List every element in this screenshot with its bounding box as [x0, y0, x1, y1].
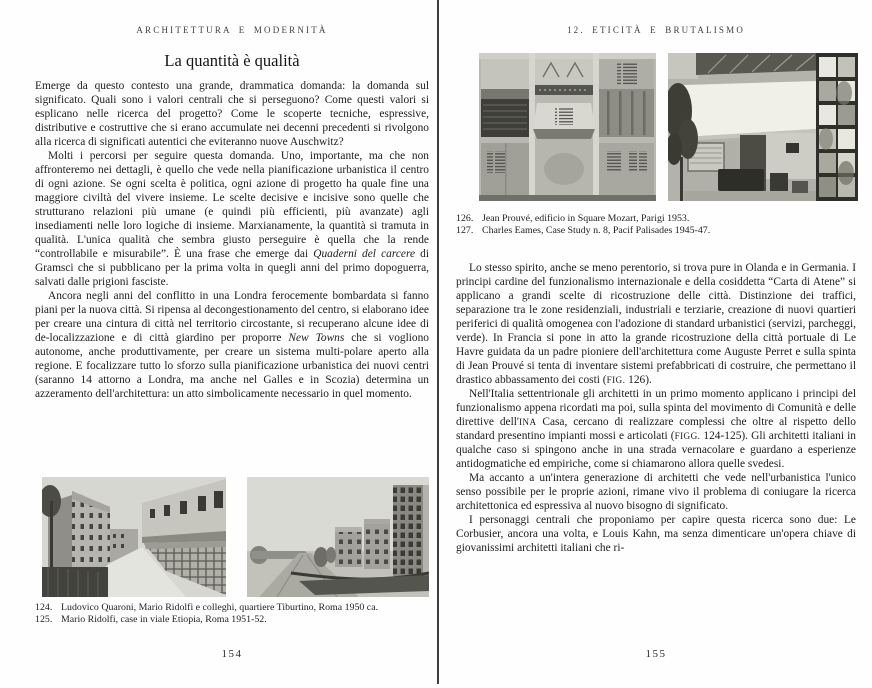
- text-run: Ma accanto a un'intera generazione di architetti che vede nell'urbanistica l'unico senso possibile per le proprie azioni, rimane vivo il problema di coniugare la ricerca architettonica ed espressiva al nuovo bisogno di significato.: [456, 472, 856, 512]
- running-header-right: 12. ETICITÀ E BRUTALISMO: [566, 25, 746, 35]
- paragraph: [456, 387, 856, 471]
- photo-127-eames-interior: [668, 53, 858, 201]
- text-run: Molti i percorsi per seguire questa domanda. Uno, importante, ma che non affronteremo nei dettagli, è quello che vede nella pianificazione urbanistica il centro di ogni azione. Se ogni scelta è politica, ogni azione di progetto ha quale fine una maggiore civiltà del vivere insieme. Le scelte decisive e incisive sono quelle che strutturano relazioni più umane (e quindi più efficienti, più avanzate) agli insediamenti nelle loro logiche di insieme. Marxianamente, la quantità si tramuta in qualità. L'unica qualità che sembra giusto perseguire è quella che la rende “controllabile e misurabile”. È una frase che emerge dai: [35, 150, 429, 260]
- captions-right: [456, 213, 860, 237]
- section-title: La quantità è qualità: [164, 51, 300, 70]
- body-text-left: [35, 79, 429, 401]
- text-run: FIGG.: [674, 431, 701, 441]
- paragraph: [35, 149, 429, 289]
- text-run: I personaggi centrali che proponiamo per capire questa ricerca sono due: Le Corbusier, ancora una volta, e Louis Kahn, ma senza dimenticare un'opera chiave di giovanissimi architetti italiani che ri-: [456, 514, 856, 554]
- text-run: 124-125). Gli architetti italiani in qualche caso si spingono anche in una strada vernacolare e guardano a esperienze antidogmatiche ed empiriche, come si chiamarono allora quelle svedesi.: [456, 430, 856, 470]
- figure-caption: [456, 213, 860, 225]
- photo-124-tiburtino: [42, 477, 226, 597]
- page-number-right: 155: [645, 648, 667, 660]
- text-run: FIG.: [606, 375, 626, 385]
- text-run: INA: [518, 417, 537, 427]
- photo-125-viale-etiopia: [247, 477, 429, 597]
- text-run: che si vogliono autonome, anche produttivamente, per creare un sistema multi-polare aperto alla regione. E focalizzare tutto lo sforzo sulla pianificazione urbanistica dei nuovi centri (saranno 14 attorno a Londra, ma anche nel Galles e in Scozia) determina un azzeramento dell'architettura: un atto simbolicamente necessario in quel momento.: [35, 332, 429, 400]
- figure-caption-text: Ludovico Quaroni, Mario Ridolfi e colleghi, quartiere Tiburtino, Roma 1950 ca.: [61, 602, 379, 613]
- text-run: New Towns: [288, 332, 345, 344]
- text-run: Lo stesso spirito, anche se meno perentorio, si trova pure in Olanda e in Germania. I principi cardine del funzionalismo internazionale e della cosiddetta “Carta di Atene” si applicano a grandi scelte di ricostruzione delle città. Distinzione dei traffici, separazione tra le zone residenziali, industriali e terziarie, creazione di nuovi quartieri periferici di qualità omogenea con l'adozione di standard urbanistici (servizi, parcheggi, verde). In Francia si pone in atto la grande ricostruzione della città portuale di Le Havre guidata da un padre pioniere dell'architettura come Auguste Perret e sulla spinta di Jean Prouvé si tenta di inventare sistemi prefabbricati di costruire, che permettano il drastico abbassamento dei costi (: [456, 262, 856, 386]
- running-header-left: ARCHITETTURA E MODERNITÀ: [136, 25, 328, 35]
- figure-caption-text: Mario Ridolfi, case in viale Etiopia, Roma 1951-52.: [61, 613, 267, 625]
- photo-126-prouve-facade: [479, 53, 656, 201]
- text-run: Quaderni del carcere: [313, 248, 416, 260]
- paragraph: [456, 513, 856, 555]
- text-run: 126).: [625, 374, 652, 386]
- figure-caption-number: 124.: [35, 602, 53, 613]
- photo-126-illustration: [479, 53, 656, 201]
- photo-124-illustration: [42, 477, 226, 597]
- photo-127-illustration: [668, 53, 858, 201]
- page-number-left: 154: [221, 648, 243, 660]
- text-run: Nell'Italia settentrionale gli architetti in un primo momento applicano i principi del funzionalismo appena ricordati ma poi, sulla spinta del movimento di Comunità e delle direttive dell': [456, 388, 856, 428]
- figure-caption-number: 126.: [456, 213, 474, 224]
- figure-caption: [35, 602, 435, 614]
- paragraph: [35, 289, 429, 401]
- photo-125-illustration: [247, 477, 429, 597]
- text-run: Casa, cercano di realizzare complessi che oltre al rispetto dello standard presentino impianti mossi e articolati (: [456, 416, 856, 442]
- text-run: Ancora negli anni del conflitto in una Londra ferocemente bombardata si fanno piani per la nuova città. Si ripensa al decongestionamento del centro, si elaborano idee per creare una cintura di città nel territorio circostante, si recuperano alcune idee di de-localizzazione e di città giardino per proporre: [35, 290, 429, 344]
- figure-caption-number: 127.: [456, 224, 474, 236]
- text-run: di Gramsci che si pubblicano per la prima volta in quegli anni del primo dopoguerra, salvati dalle prigioni fasciste.: [35, 248, 429, 288]
- figure-caption: [35, 614, 435, 626]
- figure-caption-number: 125.: [35, 613, 53, 625]
- figure-caption-text: Charles Eames, Case Study n. 8, Pacif Palisades 1945-47.: [482, 224, 711, 236]
- captions-left: [35, 602, 435, 626]
- paragraph: [456, 471, 856, 513]
- page-gutter-line: [437, 0, 439, 684]
- figure-caption: [456, 225, 860, 237]
- paragraph: [456, 261, 856, 387]
- figure-caption-text: Jean Prouvé, edificio in Square Mozart, Parigi 1953.: [482, 213, 690, 224]
- text-run: Emerge da questo contesto una grande, drammatica domanda: la domanda sul significato. Quali sono i valori centrali che si perseguono? Come questi valori si esplicano nelle ricerca del progetto? Come le scoperte tecniche, espressive, distributive e costruttive che si erano accumulate nei decenni precedenti si rivolgono alla ricerca di significati autentici che eviteranno nuove Auschwitz?: [35, 80, 429, 148]
- body-text-right: [456, 261, 856, 555]
- paragraph: [35, 79, 429, 149]
